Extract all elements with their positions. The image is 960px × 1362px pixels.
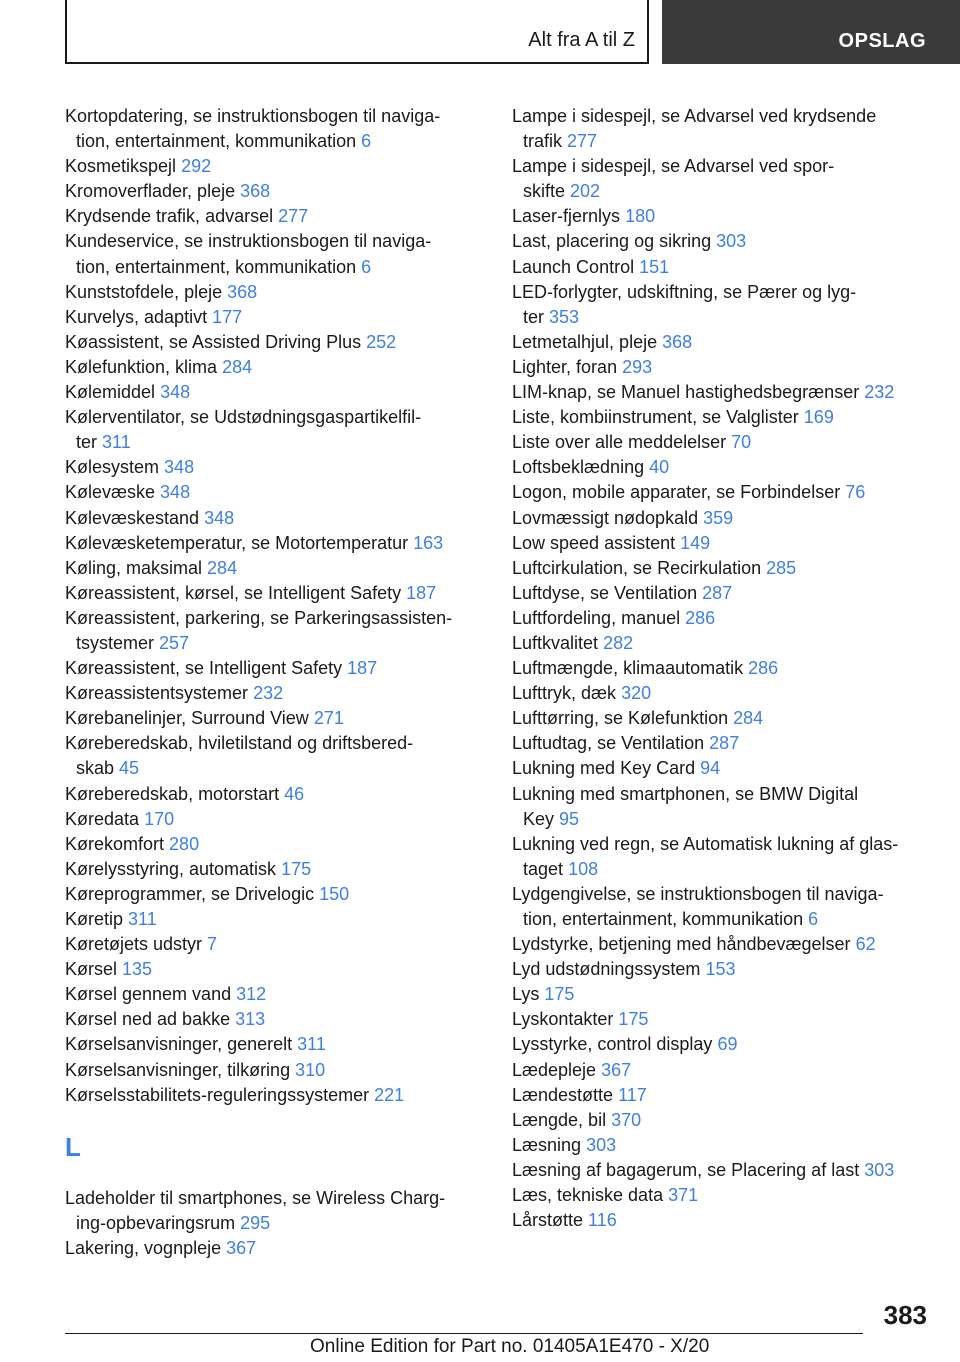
index-entry-text: Læsning: [512, 1134, 582, 1155]
page-link[interactable]: 40: [649, 457, 670, 478]
page-link[interactable]: 312: [236, 984, 267, 1005]
index-entry: [65, 857, 475, 882]
index-entry-text: ter: [76, 432, 98, 453]
index-entry-text: Lukning ved regn, se Automatisk lukning af glas-: [512, 833, 899, 854]
index-entry: [512, 330, 932, 355]
page-link[interactable]: 221: [374, 1084, 405, 1105]
page-link[interactable]: 286: [685, 607, 716, 628]
index-entry: [65, 1236, 475, 1261]
index-entry: [65, 656, 475, 681]
index-entry-text: Lufttørring, se Kølefunktion: [512, 708, 729, 729]
index-column-right: [512, 104, 932, 1233]
index-entry: [512, 1058, 932, 1083]
index-entry: [65, 882, 475, 907]
page-link[interactable]: 311: [297, 1034, 326, 1055]
page-link[interactable]: 135: [122, 959, 153, 980]
page-link[interactable]: 169: [803, 407, 834, 428]
index-entry: [512, 782, 932, 832]
page-link[interactable]: 163: [413, 532, 444, 553]
page-link[interactable]: 6: [808, 909, 819, 929]
page-link[interactable]: 311: [102, 432, 131, 453]
index-entry-text: Liste over alle meddelelser: [512, 432, 727, 453]
page-link[interactable]: 151: [639, 256, 670, 277]
index-entry-text: Lampe i sidespejl, se Advarsel ved krydsende: [512, 106, 877, 126]
page-link[interactable]: 277: [278, 206, 309, 227]
index-entry: [65, 556, 475, 581]
index-entry: [512, 631, 932, 656]
page-link[interactable]: 348: [164, 457, 195, 478]
index-entry-text: Krydsende trafik, advarsel: [65, 206, 274, 227]
index-entry-text: Køretøjets udstyr: [65, 934, 203, 955]
index-entry-text: Kørebanelinjer, Surround View: [65, 708, 309, 729]
index-entry: [512, 1183, 932, 1208]
index-entry-text: Kosmetikspejl: [65, 156, 177, 177]
page-link[interactable]: 287: [702, 582, 733, 603]
index-entry-text: Luftdyse, se Ventilation: [512, 582, 698, 603]
index-entry-text: Kurvelys, adaptivt: [65, 306, 208, 327]
index-entry-text: Lys: [512, 984, 540, 1005]
page-link[interactable]: 284: [222, 356, 253, 377]
index-entry-text: Kørsel gennem vand: [65, 984, 232, 1005]
index-entry: [512, 104, 932, 154]
index-entry: [65, 1058, 475, 1083]
index-entry: [65, 782, 475, 807]
page-link[interactable]: 353: [549, 306, 580, 327]
index-entry: [65, 531, 475, 556]
page-link[interactable]: 285: [766, 557, 797, 578]
page-link[interactable]: 311: [128, 909, 157, 929]
page-link[interactable]: 232: [864, 382, 895, 403]
index-entry: [65, 179, 475, 204]
index-entry-text: Lårstøtte: [512, 1210, 584, 1231]
index-entry: [512, 606, 932, 631]
page-link[interactable]: 359: [703, 507, 734, 528]
index-entry-text: Luftmængde, klimaautomatik: [512, 658, 744, 679]
page-link[interactable]: 187: [347, 658, 378, 679]
page-link[interactable]: 367: [601, 1059, 632, 1080]
index-entry-text: Køreassistent, se Intelligent Safety: [65, 658, 343, 679]
page-link[interactable]: 116: [588, 1210, 617, 1231]
index-entry-text: Længde, bil: [512, 1109, 607, 1130]
index-entry-text: tion, entertainment, kommunikation: [523, 909, 804, 929]
index-entry-text: Lukning med smartphonen, se BMW Digital: [512, 783, 859, 804]
index-entry: [65, 380, 475, 405]
index-entry: [65, 832, 475, 857]
index-entry: [65, 731, 475, 781]
index-entry: [65, 1186, 475, 1236]
header-tab-label: OPSLAG: [838, 30, 926, 52]
footer-divider: [65, 1333, 863, 1334]
page-link[interactable]: 175: [618, 1009, 649, 1030]
index-entry-text: Launch Control: [512, 256, 635, 277]
index-entry-text: LED-forlygter, udskiftning, se Pærer og lyg-: [512, 281, 857, 302]
index-entry: [65, 204, 475, 229]
index-entry-text: Kørekomfort: [65, 833, 165, 854]
index-entry: [65, 506, 475, 531]
page-link[interactable]: 187: [406, 582, 437, 603]
index-entry-text: Kromoverflader, pleje: [65, 181, 236, 202]
page-link[interactable]: 280: [169, 833, 200, 854]
index-entry: [512, 706, 932, 731]
index-entry-text: Kørselsanvisninger, tilkøring: [65, 1059, 291, 1080]
index-entry: [512, 1083, 932, 1108]
page-number: 383: [883, 1300, 927, 1330]
index-entry-text: Lukning med Key Card: [512, 758, 696, 779]
page-link[interactable]: 348: [160, 482, 191, 503]
index-entry-text: Køreberedskab, hviletilstand og driftsbered-: [65, 733, 414, 754]
index-entry: [512, 229, 932, 254]
index-entry: [512, 1007, 932, 1032]
index-entry: [512, 756, 932, 781]
index-entry-text: Kundeservice, se instruktionsbogen til naviga-: [65, 231, 432, 252]
index-entry-text: Læs, tekniske data: [512, 1185, 664, 1206]
page-link[interactable]: 252: [366, 331, 397, 352]
page-link[interactable]: 367: [226, 1237, 257, 1258]
index-entry: [512, 556, 932, 581]
index-entry-text: Lakering, vognpleje: [65, 1237, 222, 1258]
page-link[interactable]: 371: [668, 1185, 699, 1206]
index-entry-text: Køretip: [65, 909, 124, 929]
page-link[interactable]: 320: [621, 683, 652, 704]
index-entry-text: Last, placering og sikring: [512, 231, 712, 252]
index-entry-text: Lysstyrke, control display: [512, 1034, 713, 1055]
index-entry-text: Lændestøtte: [512, 1084, 614, 1105]
page-link[interactable]: 271: [313, 708, 344, 729]
index-entry-text: Lydstyrke, betjening med håndbevægelser: [512, 934, 851, 955]
index-entry: [65, 330, 475, 355]
index-entry: [512, 1108, 932, 1133]
index-entry: [65, 1032, 475, 1057]
index-entry-text: Kølemiddel: [65, 382, 156, 403]
index-entry-text: skifte: [523, 181, 566, 202]
index-entry-text: Lighter, foran: [512, 356, 618, 377]
index-entry-text: tion, entertainment, kommunikation: [76, 131, 357, 152]
index-entry-text: ing-opbevaringsrum: [76, 1212, 236, 1233]
page-link[interactable]: 95: [559, 808, 580, 829]
index-entry-text: Kortopdatering, se instruktionsbogen til naviga-: [65, 106, 441, 126]
index-entry: [512, 957, 932, 982]
page-link[interactable]: 149: [680, 532, 711, 553]
index-entry-text: Lovmæssigt nødopkald: [512, 507, 699, 528]
page-link[interactable]: 348: [160, 382, 191, 403]
page-link[interactable]: 257: [159, 632, 190, 653]
page-link[interactable]: 69: [717, 1034, 738, 1055]
index-entry: [65, 907, 475, 932]
page-link[interactable]: 45: [119, 758, 140, 779]
index-entry-text: Køreassistent, parkering, se Parkeringsassisten-: [65, 607, 453, 628]
page-link[interactable]: 310: [295, 1059, 326, 1080]
index-entry: [512, 154, 932, 204]
index-entry: [65, 355, 475, 380]
page-link[interactable]: 76: [845, 482, 866, 503]
index-entry-text: Køreprogrammer, se Drivelogic: [65, 883, 315, 904]
index-entry-text: trafik: [523, 131, 563, 152]
index-entry-text: Key: [523, 808, 555, 829]
page-link[interactable]: 70: [731, 432, 752, 453]
index-entry: [65, 280, 475, 305]
page-link[interactable]: 284: [733, 708, 764, 729]
index-entry: [65, 581, 475, 606]
index-letter-heading: L: [65, 1131, 81, 1162]
page-link[interactable]: 286: [748, 658, 779, 679]
index-entry-text: Laser-fjernlys: [512, 206, 621, 227]
header-tab: [662, 0, 960, 64]
page-link[interactable]: 180: [625, 206, 656, 227]
page-link[interactable]: 62: [855, 934, 876, 955]
index-entry: [65, 1007, 475, 1032]
page-link[interactable]: 287: [709, 733, 740, 754]
section-title: Alt fra A til Z: [528, 29, 635, 51]
index-entry-text: Kørselsstabilitets-reguleringssystemer: [65, 1084, 370, 1105]
page-link[interactable]: 6: [361, 131, 372, 152]
index-entry-text: Kølerventilator, se Udstødningsgaspartikelfil-: [65, 407, 422, 428]
index-entry-text: ter: [523, 306, 545, 327]
index-entry-text: Køreassistent, kørsel, se Intelligent Safety: [65, 582, 402, 603]
page-link[interactable]: 150: [319, 883, 350, 904]
index-entry-text: Logon, mobile apparater, se Forbindelser: [512, 482, 841, 503]
index-entry: [512, 982, 932, 1007]
page-link[interactable]: 293: [622, 356, 653, 377]
index-entry-text: Luftkvalitet: [512, 632, 599, 653]
index-entry-text: Kørsel: [65, 959, 118, 980]
index-entry: [65, 405, 475, 455]
index-entry: [512, 355, 932, 380]
index-entry-text: Lydgengivelse, se instruktionsbogen til naviga-: [512, 883, 884, 904]
index-entry: [512, 255, 932, 280]
index-entry: [65, 982, 475, 1007]
index-entry: [512, 882, 932, 932]
index-entry: [65, 932, 475, 957]
page-link[interactable]: 303: [716, 231, 747, 252]
page-link[interactable]: 153: [705, 959, 736, 980]
index-entry: [512, 656, 932, 681]
index-entry-text: skab: [76, 758, 115, 779]
page-link[interactable]: 313: [235, 1009, 266, 1030]
index-entry: [512, 681, 932, 706]
index-entry-text: Lædepleje: [512, 1059, 597, 1080]
index-entry: [512, 932, 932, 957]
index-entry: [65, 480, 475, 505]
index-entry-text: Køassistent, se Assisted Driving Plus: [65, 331, 362, 352]
index-entry: [65, 229, 475, 279]
index-entry-text: Letmetalhjul, pleje: [512, 331, 658, 352]
index-entry: [65, 681, 475, 706]
page-link[interactable]: 303: [586, 1134, 617, 1155]
page-link[interactable]: 175: [544, 984, 575, 1005]
page-link[interactable]: 108: [568, 858, 599, 879]
index-entry-text: Kørelysstyring, automatisk: [65, 858, 277, 879]
index-entry-text: Kølevæsketemperatur, se Motortemperatur: [65, 532, 409, 553]
page-link[interactable]: 177: [212, 306, 243, 327]
page-link[interactable]: 368: [662, 331, 693, 352]
index-entry: [512, 1208, 932, 1233]
page-link[interactable]: 94: [700, 758, 721, 779]
index-entry: [65, 305, 475, 330]
page-link[interactable]: 368: [227, 281, 258, 302]
index-entry-text: Lufttryk, dæk: [512, 683, 617, 704]
index-entry-text: tsystemer: [76, 632, 155, 653]
page-link[interactable]: 277: [567, 131, 598, 152]
index-entry-text: Køling, maksimal: [65, 557, 203, 578]
page-link[interactable]: 175: [281, 858, 312, 879]
index-entry-text: Liste, kombiinstrument, se Valglister: [512, 407, 799, 428]
index-entry-text: Lyskontakter: [512, 1009, 614, 1030]
page-link[interactable]: 46: [284, 783, 305, 804]
index-entry: [512, 1133, 932, 1158]
page-link[interactable]: 303: [864, 1159, 895, 1180]
index-entry: [512, 204, 932, 229]
index-entry-text: Læsning af bagagerum, se Placering af last: [512, 1159, 860, 1180]
index-entry-text: taget: [523, 858, 564, 879]
index-entry-text: Kølevæske: [65, 482, 156, 503]
index-entry: [65, 104, 475, 154]
index-entry: [512, 731, 932, 756]
page-link[interactable]: 117: [618, 1084, 647, 1105]
index-entry-text: Kølesystem: [65, 457, 160, 478]
index-entry-text: Luftfordeling, manuel: [512, 607, 681, 628]
page-link[interactable]: 348: [204, 507, 235, 528]
index-entry-text: Kunststofdele, pleje: [65, 281, 223, 302]
index-entry-text: Luftcirkulation, se Recirkulation: [512, 557, 762, 578]
index-entry: [512, 506, 932, 531]
index-entry: [512, 430, 932, 455]
index-entry-text: Køreberedskab, motorstart: [65, 783, 280, 804]
page-link[interactable]: 370: [611, 1109, 642, 1130]
page-link[interactable]: 292: [181, 156, 212, 177]
index-entry: [512, 531, 932, 556]
index-entry-text: Kølefunktion, klima: [65, 356, 218, 377]
index-entry: [65, 957, 475, 982]
page-link[interactable]: 368: [240, 181, 271, 202]
page-link[interactable]: 295: [240, 1212, 271, 1233]
index-entry: [65, 1083, 475, 1108]
index-entry: [65, 606, 475, 656]
page-link[interactable]: 284: [207, 557, 238, 578]
index-entry: [65, 706, 475, 731]
index-entry-text: Kørsel ned ad bakke: [65, 1009, 231, 1030]
index-entry-text: Luftudtag, se Ventilation: [512, 733, 705, 754]
index-entry-text: tion, entertainment, kommunikation: [76, 256, 357, 277]
index-entry-text: Køredata: [65, 808, 140, 829]
index-group-l: [65, 1186, 475, 1261]
footer-edition: [310, 1336, 709, 1358]
index-entry: [512, 455, 932, 480]
index-entry-text: Ladeholder til smartphones, se Wireless Charg-: [65, 1187, 446, 1208]
page-link[interactable]: 202: [570, 181, 601, 202]
index-entry: [512, 1158, 932, 1183]
index-entry-text: LIM-knap, se Manuel hastighedsbegrænser: [512, 382, 860, 403]
index-entry-text: Kørselsanvisninger, generelt: [65, 1034, 293, 1055]
index-entry: [512, 480, 932, 505]
index-group-k: [65, 104, 475, 1108]
index-entry-text: Køreassistentsystemer: [65, 683, 249, 704]
index-entry: [65, 154, 475, 179]
index-entry-text: Low speed assistent: [512, 532, 676, 553]
index-entry: [512, 581, 932, 606]
page-link[interactable]: 170: [144, 808, 175, 829]
index-group-l-continued: [512, 104, 932, 1233]
footer-edition-text: Online Edition for Part no. 01405A1E470 - X/20: [310, 1336, 710, 1357]
index-entry: [65, 455, 475, 480]
index-entry: [65, 807, 475, 832]
index-entry-text: Loftsbeklædning: [512, 457, 645, 478]
index-entry: [512, 1032, 932, 1057]
index-entry: [512, 405, 932, 430]
index-column-left: [65, 104, 475, 1261]
index-entry-text: Kølevæskestand: [65, 507, 200, 528]
page-link[interactable]: 232: [253, 683, 284, 704]
index-entry-text: Lampe i sidespejl, se Advarsel ved spor-: [512, 156, 835, 177]
index-entry: [512, 832, 932, 882]
page-link[interactable]: 282: [603, 632, 634, 653]
index-entry: [512, 380, 932, 405]
index-entry-text: Lyd udstødningssystem: [512, 959, 701, 980]
page-link[interactable]: 6: [361, 256, 372, 277]
index-entry: [512, 280, 932, 330]
page-link[interactable]: 7: [207, 934, 218, 955]
